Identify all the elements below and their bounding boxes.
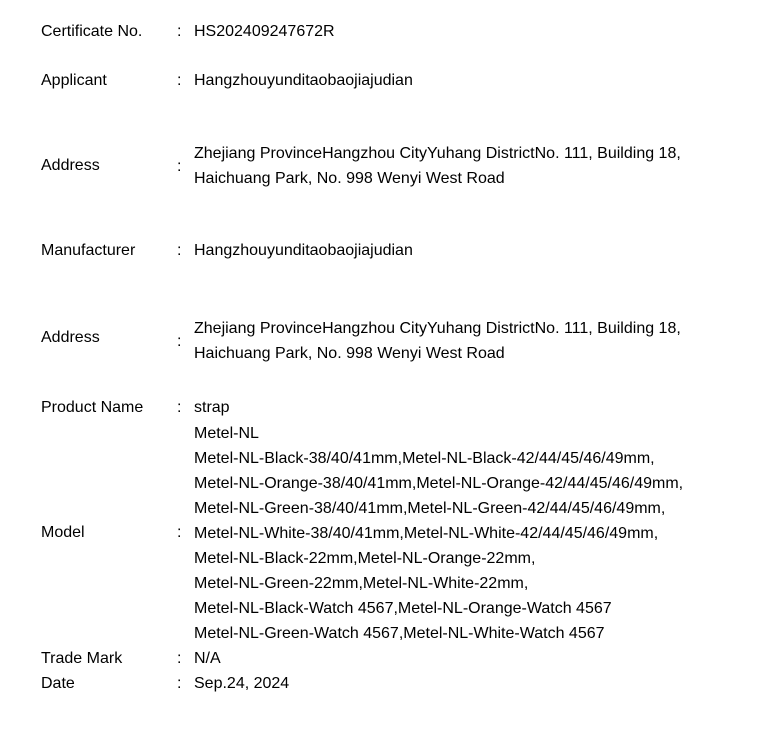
trade-mark-colon: :: [177, 650, 182, 667]
manufacturer-address-line-2: Haichuang Park, No. 998 Wenyi West Road: [194, 345, 505, 362]
manufacturer-address-label: Address: [41, 329, 100, 346]
model-line-4: Metel-NL-Green-38/40/41mm,Metel-NL-Green-42/44/45/46/49mm,: [194, 500, 666, 517]
product-name-value: strap: [194, 399, 230, 416]
model-line-9: Metel-NL-Green-Watch 4567,Metel-NL-White-Watch 4567: [194, 625, 605, 642]
model-line-2: Metel-NL-Black-38/40/41mm,Metel-NL-Black-42/44/45/46/49mm,: [194, 450, 655, 467]
applicant-address-value: [194, 141, 681, 191]
date-colon: :: [177, 675, 182, 692]
manufacturer-value: Hangzhouyunditaobaojiajudian: [194, 242, 413, 259]
manufacturer-address-line-1: Zhejiang ProvinceHangzhou CityYuhang DistrictNo. 111, Building 18,: [194, 320, 681, 337]
date-value: Sep.24, 2024: [194, 675, 290, 692]
model-line-7: Metel-NL-Green-22mm,Metel-NL-White-22mm,: [194, 575, 529, 592]
applicant-colon: :: [177, 72, 182, 89]
date-label: Date: [41, 675, 75, 692]
trade-mark-value: N/A: [194, 650, 221, 667]
applicant-value: Hangzhouyunditaobaojiajudian: [194, 72, 413, 89]
model-line-1: Metel-NL: [194, 425, 259, 442]
product-name-label: Product Name: [41, 399, 144, 416]
manufacturer-address-colon: :: [177, 333, 182, 350]
model-line-5: Metel-NL-White-38/40/41mm,Metel-NL-White-42/44/45/46/49mm,: [194, 525, 659, 542]
model-value: [194, 421, 683, 646]
applicant-address-line-2: Haichuang Park, No. 998 Wenyi West Road: [194, 170, 505, 187]
model-line-8: Metel-NL-Black-Watch 4567,Metel-NL-Orange-Watch 4567: [194, 600, 612, 617]
manufacturer-label: Manufacturer: [41, 242, 136, 259]
certificate-no-label: Certificate No.: [41, 23, 143, 40]
model-line-3: Metel-NL-Orange-38/40/41mm,Metel-NL-Orange-42/44/45/46/49mm,: [194, 475, 684, 492]
manufacturer-address-value: [194, 316, 681, 366]
model-line-6: Metel-NL-Black-22mm,Metel-NL-Orange-22mm,: [194, 550, 536, 567]
applicant-address-colon: :: [177, 158, 182, 175]
manufacturer-colon: :: [177, 242, 182, 259]
certificate-no-colon: :: [177, 23, 182, 40]
trade-mark-label: Trade Mark: [41, 650, 123, 667]
product-name-colon: :: [177, 399, 182, 416]
applicant-label: Applicant: [41, 72, 107, 89]
applicant-address-line-1: Zhejiang ProvinceHangzhou CityYuhang DistrictNo. 111, Building 18,: [194, 145, 681, 162]
certificate-no-value: HS202409247672R: [194, 23, 335, 40]
applicant-address-label: Address: [41, 157, 100, 174]
model-label: Model: [41, 524, 85, 541]
model-colon: :: [177, 524, 182, 541]
